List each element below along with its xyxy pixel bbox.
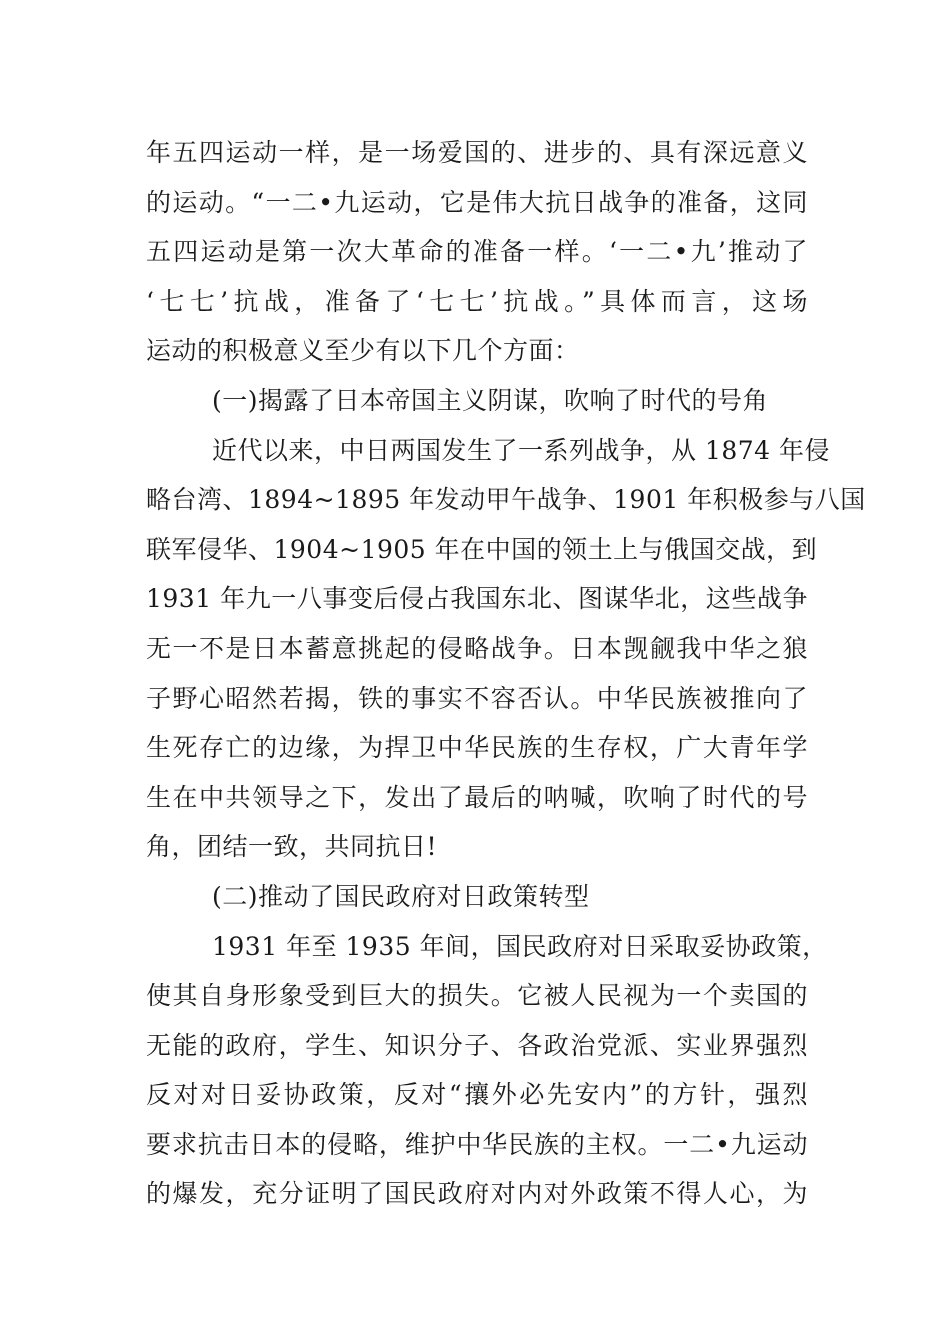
text-line: 1931 年九一八事变后侵占我国东北、图谋华北，这些战争 bbox=[146, 584, 808, 614]
text-line: 的爆发，充分证明了国民政府对内对外政策不得人心，为 bbox=[146, 1179, 808, 1209]
text-line: 使其自身形象受到巨大的损失。它被人民视为一个卖国的 bbox=[146, 981, 808, 1011]
paragraph-start-line: 1931 年至 1935 年间，国民政府对日采取妥协政策， bbox=[212, 931, 828, 961]
text-line: 生在中共领导之下，发出了最后的呐喊，吹响了时代的号 bbox=[146, 782, 808, 812]
text-line: 无一不是日本蓄意挑起的侵略战争。日本觊觎我中华之狼 bbox=[146, 633, 808, 663]
text-line: 生死存亡的边缘，为捍卫中华民族的生存权，广大青年学 bbox=[146, 733, 808, 763]
paragraph-start-line: 近代以来，中日两国发生了一系列战争，从 1874 年侵 bbox=[212, 435, 831, 465]
section-heading-1: (一)揭露了日本帝国主义阴谋，吹响了时代的号角 bbox=[212, 385, 769, 415]
text-line: 联军侵华、1904~1905 年在中国的领土上与俄国交战，到 bbox=[146, 534, 818, 564]
text-line: 要求抗击日本的侵略，维护中华民族的主权。一二•九运动 bbox=[146, 1129, 808, 1159]
section-heading-2: (二)推动了国民政府对日政策转型 bbox=[212, 881, 590, 911]
body-text bbox=[146, 128, 866, 1219]
text-line: 无能的政府，学生、知识分子、各政治党派、实业界强烈 bbox=[146, 1030, 808, 1060]
text-line: 五四运动是第一次大革命的准备一样。‘一二•九’推动了 bbox=[146, 237, 808, 267]
text-line: ‘七七’抗战，准备了‘七七’抗战。”具体而言，这场 bbox=[146, 286, 808, 316]
text-line: 运动的积极意义至少有以下几个方面： bbox=[146, 336, 580, 366]
text-line: 子野心昭然若揭，铁的事实不容否认。中华民族被推向了 bbox=[146, 683, 808, 713]
text-line: 反对对日妥协政策，反对“攘外必先安内”的方针，强烈 bbox=[146, 1080, 808, 1110]
text-line: 角，团结一致，共同抗日! bbox=[146, 832, 438, 862]
text-line: 的运动。“一二•九运动，它是伟大抗日战争的准备，这同 bbox=[146, 187, 808, 217]
text-line: 略台湾、1894~1895 年发动甲午战争、1901 年积极参与八国 bbox=[146, 485, 866, 515]
text-line: 年五四运动一样，是一场爱国的、进步的、具有深远意义 bbox=[146, 138, 808, 167]
